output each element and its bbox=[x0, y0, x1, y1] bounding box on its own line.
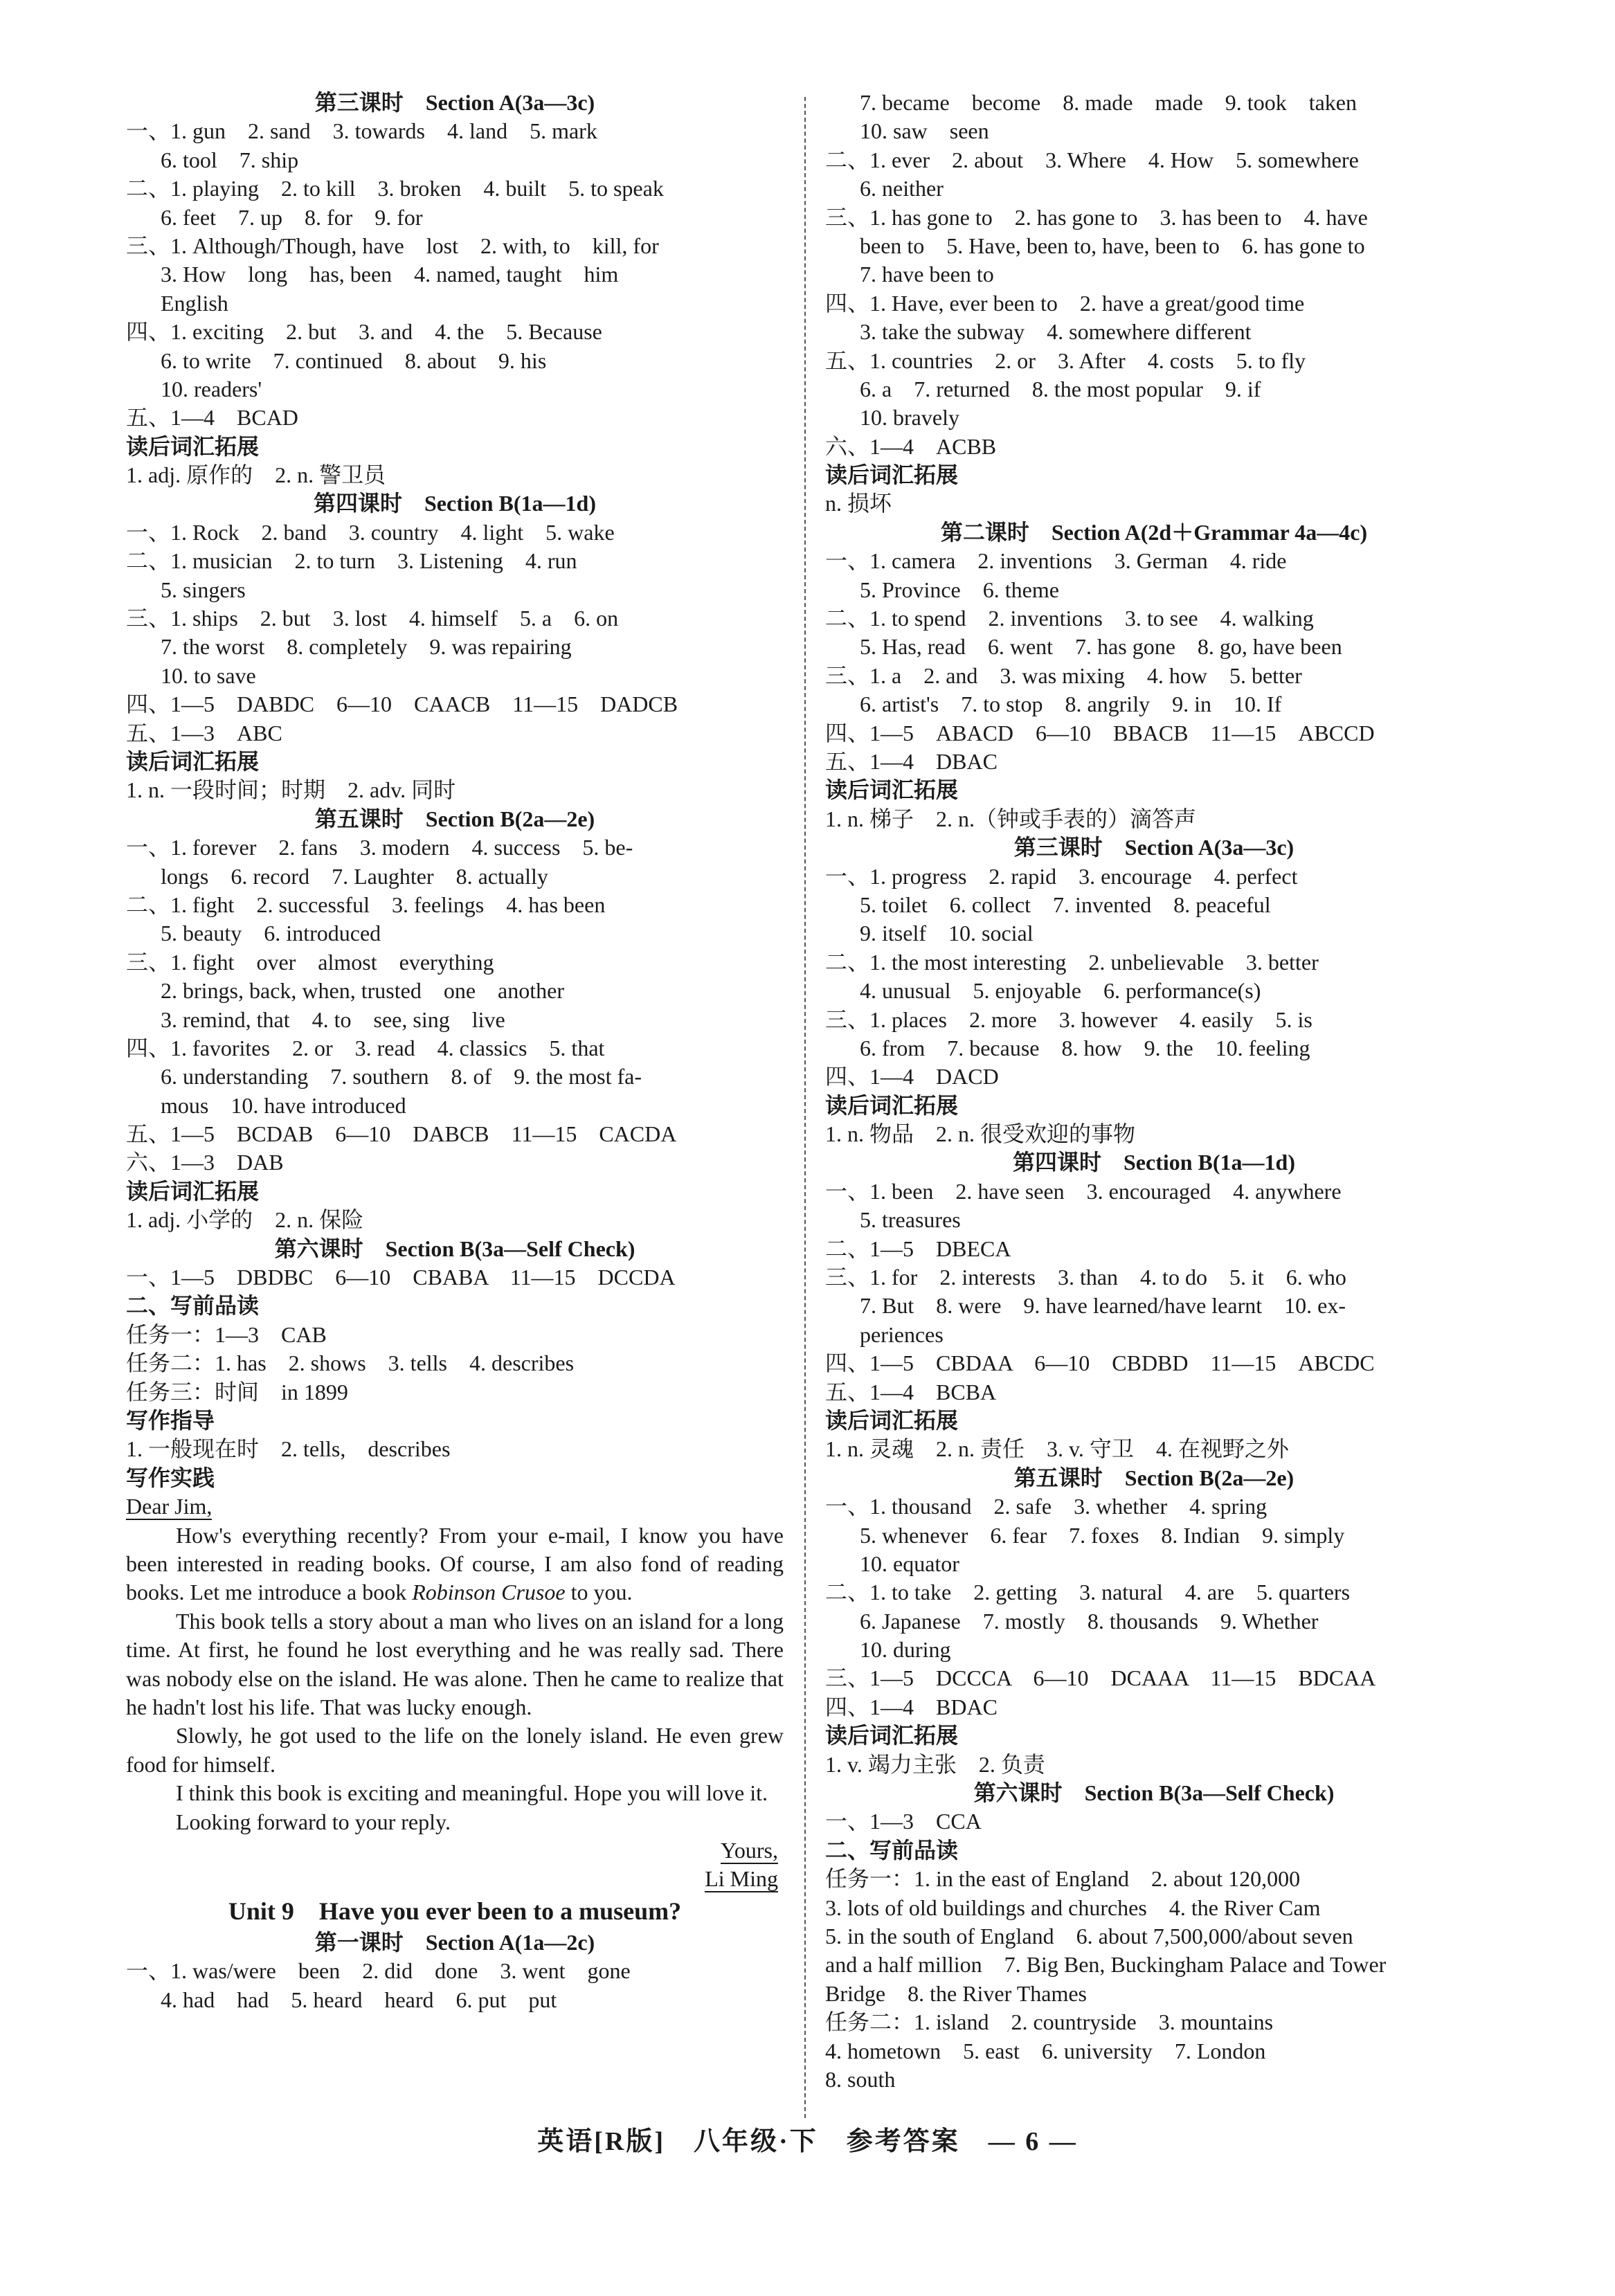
answer-line: 三、1. places 2. more 3. however 4. easily 5. is bbox=[825, 1006, 1312, 1032]
page-footer: 英语[R版] 八年级·下 参考答案 — 6 — bbox=[537, 2127, 1078, 2156]
answer-line: 三、1. a 2. and 3. was mixing 4. how 5. better bbox=[825, 662, 1302, 688]
answer-line: 四、1. exciting 2. but 3. and 4. the 5. Because bbox=[126, 319, 602, 345]
answer-line: 五、1. countries 2. or 3. After 4. costs 5. to fly bbox=[825, 347, 1306, 373]
answer-line: 三、1. for 2. interests 3. than 4. to do 5. it 6. who bbox=[825, 1265, 1346, 1290]
answer-line: 二、1—5 DBECA bbox=[825, 1236, 1011, 1261]
answer-line: 任务一：1—3 CAB bbox=[126, 1321, 327, 1347]
answer-line: 1. n. 一段时间；时期 2. adv. 同时 bbox=[126, 777, 456, 803]
answer-line: 四、1—4 DACD bbox=[825, 1064, 999, 1090]
answer-line: 二、1. to spend 2. inventions 3. to see 4. walking bbox=[825, 606, 1314, 631]
answer-line: 一、1—3 CCA bbox=[825, 1809, 982, 1834]
answer-line: 4. unusual 5. enjoyable 6. performance(s) bbox=[860, 978, 1261, 1004]
right-column bbox=[825, 89, 1483, 2094]
section-label: 读后词汇拓展 bbox=[126, 433, 260, 459]
lesson-heading: 第三课时 Section A(3a—3c) bbox=[1013, 835, 1294, 860]
answer-line: 6. Japanese 7. mostly 8. thousands 9. Whether bbox=[860, 1608, 1319, 1634]
answer-line: 二、1. to take 2. getting 3. natural 4. are 5. quarters bbox=[825, 1580, 1351, 1605]
answer-line: 六、1—4 ACBB bbox=[825, 433, 997, 459]
section-label: 读后词汇拓展 bbox=[825, 1092, 959, 1118]
lesson-heading: 第四课时 Section B(1a—1d) bbox=[313, 491, 596, 516]
answer-line: 三、1. fight over almost everything bbox=[126, 949, 494, 975]
unit-title: Unit 9 Have you ever been to a museum? bbox=[228, 1897, 682, 1925]
letter-signature: Li Ming bbox=[705, 1866, 778, 1892]
answer-line: 一、1. camera 2. inventions 3. German 4. ride bbox=[825, 548, 1287, 574]
answer-line: 6. feet 7. up 8. for 9. for bbox=[161, 204, 423, 230]
answer-line bbox=[126, 1492, 784, 1521]
answer-line: 四、1—5 CBDAA 6—10 CBDBD 11—15 ABCDC bbox=[825, 1350, 1375, 1376]
answer-line: 五、1—3 ABC bbox=[126, 720, 282, 745]
answer-line: longs 6. record 7. Laughter 8. actually bbox=[161, 863, 548, 889]
answer-line: 9. itself 10. social bbox=[860, 921, 1034, 946]
answer-line: 一、1. forever 2. fans 3. modern 4. success 5. be- bbox=[126, 835, 633, 860]
answer-line: 五、1—4 BCBA bbox=[825, 1379, 997, 1404]
answer-line: 一、1. gun 2. sand 3. towards 4. land 5. mark bbox=[126, 118, 597, 144]
answer-line: 4. hometown 5. east 6. university 7. London bbox=[825, 2038, 1266, 2063]
section-label: 读后词汇拓展 bbox=[825, 777, 959, 803]
answer-line: 五、1—5 BCDAB 6—10 DABCB 11—15 CACDA bbox=[126, 1121, 677, 1147]
answer-line: 3. How long has, been 4. named, taught him bbox=[161, 262, 619, 287]
letter-paragraph: This book tells a story about a man who lives on an island for a long time. At first, he found he lost everything and he was really sad. There was nobody else on the island. He was alone. Then he came to realize that he hadn't lost his life. That was lucky enough. bbox=[126, 1608, 784, 1719]
answer-line: English bbox=[161, 290, 228, 316]
answer-line: 6. to write 7. continued 8. about 9. his bbox=[161, 347, 547, 373]
answer-line: 7. have been to bbox=[860, 262, 994, 287]
answer-line: 1. adj. 小学的 2. n. 保险 bbox=[126, 1207, 364, 1233]
section-label: 读后词汇拓展 bbox=[825, 462, 959, 488]
section-label: 读后词汇拓展 bbox=[126, 1178, 260, 1204]
letter-salutation: Dear Jim, bbox=[126, 1494, 213, 1519]
answer-line: 6. tool 7. ship bbox=[161, 147, 299, 172]
answer-line: 五、1—4 DBAC bbox=[825, 748, 998, 774]
section-label: 二、写前品读 bbox=[825, 1837, 959, 1863]
answer-line: 2. brings, back, when, trusted one another bbox=[161, 978, 564, 1004]
answer-line: and a half million 7. Big Ben, Buckingham Palace and Tower bbox=[825, 1952, 1387, 1978]
answer-line: 一、1—5 DBDBC 6—10 CBABA 11—15 DCCDA bbox=[126, 1265, 676, 1290]
answer-line: 五、1—4 BCAD bbox=[126, 405, 298, 431]
answer-line: 5. toilet 6. collect 7. invented 8. peaceful bbox=[860, 892, 1271, 917]
answer-line: Bridge 8. the River Thames bbox=[825, 1980, 1088, 2006]
answer-line: 10. readers' bbox=[161, 376, 262, 401]
answer-line: 二、1. fight 2. successful 3. feelings 4. has been bbox=[126, 892, 606, 917]
answer-line: 3. remind, that 4. to see, sing live bbox=[161, 1006, 505, 1032]
answer-line: 4. had had 5. heard heard 6. put put bbox=[161, 1987, 557, 2012]
answer-line: 1. n. 灵魂 2. n. 责任 3. v. 守卫 4. 在视野之外 bbox=[825, 1436, 1289, 1462]
answer-line: 1. n. 梯子 2. n.（钟或手表的）滴答声 bbox=[825, 806, 1197, 831]
answer-line: 1. adj. 原作的 2. n. 警卫员 bbox=[126, 462, 386, 488]
answer-line: 3. take the subway 4. somewhere different bbox=[860, 319, 1252, 345]
letter-signature: Yours, bbox=[720, 1838, 778, 1863]
answer-line: 10. equator bbox=[860, 1551, 959, 1576]
lesson-heading: 第二课时 Section A(2d＋Grammar 4a—4c) bbox=[940, 519, 1368, 545]
section-label: 写作实践 bbox=[126, 1465, 215, 1490]
answer-line: 8. south bbox=[825, 2066, 896, 2092]
column-divider bbox=[804, 97, 806, 2118]
letter-paragraph: Looking forward to your reply. bbox=[176, 1809, 451, 1834]
answer-line: 10. to save bbox=[161, 662, 256, 688]
answer-line: 6. understanding 7. southern 8. of 9. the most fa- bbox=[161, 1064, 642, 1090]
answer-line: been to 5. Have, been to, have, been to 6. has gone to bbox=[860, 233, 1365, 258]
answer-line: 六、1—3 DAB bbox=[126, 1150, 284, 1175]
answer-line: 二、1. playing 2. to kill 3. broken 4. built 5. to speak bbox=[126, 176, 664, 201]
answer-line: 二、1. musician 2. to turn 3. Listening 4. run bbox=[126, 548, 577, 574]
lesson-heading: 第三课时 Section A(3a—3c) bbox=[314, 90, 595, 115]
answer-line: 二、1. the most interesting 2. unbelievable 3. better bbox=[825, 949, 1319, 975]
section-label: 写作指导 bbox=[126, 1407, 215, 1433]
letter-paragraph: Slowly, he got used to the life on the lonely island. He even grew food for himself. bbox=[126, 1723, 784, 1777]
answer-line: 5. Has, read 6. went 7. has gone 8. go, have been bbox=[860, 634, 1342, 660]
letter-paragraph: I think this book is exciting and meaningful. Hope you will love it. bbox=[176, 1780, 768, 1806]
lesson-heading: 第一课时 Section A(1a—2c) bbox=[314, 1929, 595, 1955]
answer-line: 5. in the south of England 6. about 7,500,000/about seven bbox=[825, 1924, 1353, 1949]
lesson-heading: 第六课时 Section B(3a—Self Check) bbox=[973, 1780, 1335, 1806]
answer-line: 一、1. was/were been 2. did done 3. went gone bbox=[126, 1958, 631, 1984]
answer-line: 三、1. has gone to 2. has gone to 3. has been to 4. have bbox=[825, 204, 1368, 230]
answer-line: 6. from 7. because 8. how 9. the 10. feeling bbox=[860, 1035, 1310, 1060]
answer-line: 三、1. ships 2. but 3. lost 4. himself 5. a 6. on bbox=[126, 606, 619, 631]
answer-line: 二、1. ever 2. about 3. Where 4. How 5. somewhere bbox=[825, 147, 1359, 172]
answer-line: 三、1—5 DCCCA 6—10 DCAAA 11—15 BDCAA bbox=[825, 1665, 1376, 1691]
answer-line: 任务三：时间 in 1899 bbox=[126, 1379, 348, 1404]
letter-paragraph: How's everything recently? From your e-mail, I know you have been interested in reading books. Of course, I am also fond of reading books. Let me introduce a book Robinson Crusoe to you. bbox=[126, 1522, 784, 1605]
section-label: 读后词汇拓展 bbox=[825, 1723, 959, 1748]
answer-line: 1. n. 物品 2. n. 很受欢迎的事物 bbox=[825, 1121, 1136, 1147]
answer-line: 6. a 7. returned 8. the most popular 9. if bbox=[860, 376, 1261, 401]
answer-line: 任务二：1. has 2. shows 3. tells 4. describes bbox=[126, 1350, 575, 1376]
answer-line: 10. during bbox=[860, 1637, 951, 1663]
answer-line: 四、1—5 ABACD 6—10 BBACB 11—15 ABCCD bbox=[825, 720, 1375, 745]
answer-line: 1. 一般现在时 2. tells, describes bbox=[126, 1436, 451, 1462]
lesson-heading: 第四课时 Section B(1a—1d) bbox=[1012, 1150, 1295, 1175]
answer-line: 一、1. progress 2. rapid 3. encourage 4. perfect bbox=[825, 863, 1298, 889]
lesson-heading: 第六课时 Section B(3a—Self Check) bbox=[274, 1236, 635, 1261]
answer-line: n. 损坏 bbox=[825, 491, 892, 516]
lesson-heading: 第五课时 Section B(2a—2e) bbox=[314, 806, 595, 831]
section-label: 读后词汇拓展 bbox=[825, 1407, 959, 1433]
left-column bbox=[126, 89, 784, 2014]
answer-line: 7. But 8. were 9. have learned/have learnt 10. ex- bbox=[860, 1293, 1346, 1319]
answer-line: 7. became become 8. made made 9. took taken bbox=[860, 90, 1357, 115]
answer-line: 一、1. been 2. have seen 3. encouraged 4. anywhere bbox=[825, 1178, 1342, 1204]
section-label: 二、写前品读 bbox=[126, 1293, 260, 1319]
answer-line: mous 10. have introduced bbox=[161, 1092, 406, 1118]
answer-line: 5. whenever 6. fear 7. foxes 8. Indian 9. simply bbox=[860, 1522, 1345, 1548]
answer-line: 10. saw seen bbox=[860, 118, 989, 144]
answer-line: 6. artist's 7. to stop 8. angrily 9. in 10. If bbox=[860, 691, 1282, 717]
lesson-heading: 第五课时 Section B(2a—2e) bbox=[1013, 1465, 1294, 1490]
answer-line: 四、1—5 DABDC 6—10 CAACB 11—15 DADCB bbox=[126, 691, 678, 717]
answer-line: 7. the worst 8. completely 9. was repairing bbox=[161, 634, 572, 660]
answer-line: 3. lots of old buildings and churches 4. the River Cam bbox=[825, 1895, 1321, 1920]
answer-line: 一、1. thousand 2. safe 3. whether 4. spring bbox=[825, 1494, 1267, 1519]
answer-line: 任务二：1. island 2. countryside 3. mountains bbox=[825, 2009, 1274, 2035]
answer-line: periences bbox=[860, 1321, 944, 1347]
section-label: 读后词汇拓展 bbox=[126, 748, 260, 774]
answer-line: 5. treasures bbox=[860, 1207, 961, 1233]
answer-line: 一、1. Rock 2. band 3. country 4. light 5. wake bbox=[126, 519, 615, 545]
answer-line: 四、1. Have, ever been to 2. have a great/good time bbox=[825, 290, 1305, 316]
answer-line: 1. v. 竭力主张 2. 负责 bbox=[825, 1751, 1045, 1777]
answer-line: 6. neither bbox=[860, 176, 944, 201]
answer-line: 10. bravely bbox=[860, 405, 959, 431]
answer-line: 5. Province 6. theme bbox=[860, 577, 1059, 602]
answer-line: 任务一：1. in the east of England 2. about 120,000 bbox=[825, 1866, 1301, 1892]
answer-line: 5. beauty 6. introduced bbox=[161, 921, 381, 946]
answer-line: 三、1. Although/Though, have lost 2. with, to kill, for bbox=[126, 233, 659, 258]
answer-line: 四、1. favorites 2. or 3. read 4. classics 5. that bbox=[126, 1035, 605, 1060]
answer-line: 四、1—4 BDAC bbox=[825, 1694, 998, 1719]
answer-line: 5. singers bbox=[161, 577, 246, 602]
